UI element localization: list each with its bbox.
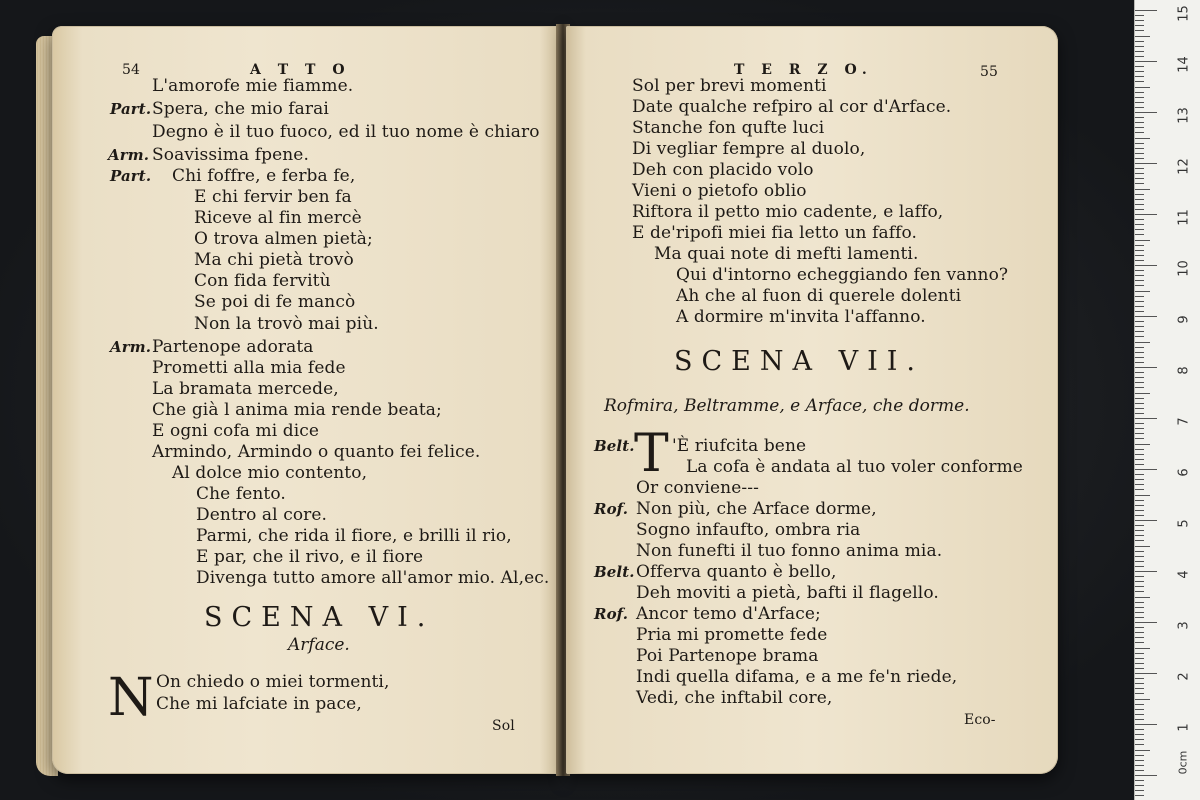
ruler-tick <box>1135 275 1144 276</box>
ruler-tick <box>1135 240 1150 241</box>
ruler-tick <box>1135 10 1157 11</box>
ruler-tick <box>1135 321 1144 322</box>
ruler-tick <box>1135 382 1144 383</box>
ruler-tick <box>1135 515 1144 516</box>
ruler-tick <box>1135 408 1144 409</box>
ruler-tick <box>1135 30 1144 31</box>
text-line: Deh con placido volo <box>632 160 814 180</box>
text-line: Dentro al core. <box>196 505 328 525</box>
ruler-tick <box>1135 760 1144 761</box>
ruler-tick <box>1135 525 1144 526</box>
ruler-tick <box>1135 285 1144 286</box>
text-line: Che mi lafciate in pace, <box>156 694 362 714</box>
text-line: Poi Partenope brama <box>636 646 819 666</box>
ruler-tick <box>1135 163 1157 164</box>
ruler-tick <box>1135 403 1144 404</box>
ruler-tick <box>1135 36 1150 37</box>
ruler-tick <box>1135 316 1157 317</box>
catchword: Eco- <box>964 712 996 728</box>
ruler-tick <box>1135 122 1144 123</box>
ruler-tick <box>1135 714 1144 715</box>
text-line: Che fento. <box>196 484 286 504</box>
ruler-tick <box>1135 704 1144 705</box>
ruler-tick <box>1135 76 1144 77</box>
text-line: La bramata mercede, <box>152 379 339 399</box>
scene-title: SCENA VII. <box>674 346 924 377</box>
ruler-tick <box>1135 377 1144 378</box>
ruler-tick <box>1135 734 1144 735</box>
ruler-tick <box>1135 132 1144 133</box>
ruler-tick <box>1135 291 1150 292</box>
text-line: A dormire m'invita l'affanno. <box>676 307 926 327</box>
ruler-tick <box>1135 183 1144 184</box>
page-number: 54 <box>122 62 141 78</box>
ruler-tick <box>1135 673 1157 674</box>
ruler-number: 8 <box>1176 366 1192 375</box>
ruler-tick <box>1135 642 1144 643</box>
ruler-number: 5 <box>1176 519 1192 528</box>
text-line: Soavissima fpene. <box>152 145 309 165</box>
text-line: L'amorofe mie fiamme. <box>152 76 354 96</box>
ruler-number: 14 <box>1176 56 1192 73</box>
text-line: La cofa è andata al tuo voler conforme <box>686 457 1023 477</box>
ruler-tick <box>1135 127 1144 128</box>
ruler-tick <box>1135 189 1150 190</box>
ruler-tick <box>1135 454 1144 455</box>
ruler-tick <box>1135 484 1144 485</box>
ruler-tick <box>1135 433 1144 434</box>
ruler-tick <box>1135 143 1144 144</box>
text-line: Indi quella difama, e a me fe'n riede, <box>636 667 958 687</box>
ruler-tick <box>1135 260 1144 261</box>
scene-subtitle: Rofmira, Beltramme, e Arface, che dorme. <box>604 396 970 416</box>
ruler-tick <box>1135 780 1144 781</box>
text-line: Qui d'intorno echeggiando fen vanno? <box>676 265 1009 285</box>
text-line: On chiedo o miei tormenti, <box>156 672 390 692</box>
running-head: T E R Z O. <box>734 62 873 78</box>
ruler-tick <box>1135 495 1150 496</box>
measurement-ruler <box>1134 0 1200 800</box>
ruler-tick <box>1135 372 1144 373</box>
ruler-tick <box>1135 510 1144 511</box>
ruler-number: 7 <box>1176 417 1192 426</box>
ruler-tick <box>1135 653 1144 654</box>
text-line: Sol per brevi momenti <box>632 76 827 96</box>
text-line: Con fida fervitù <box>194 271 331 291</box>
ruler-tick <box>1135 234 1144 235</box>
ruler-tick <box>1135 744 1144 745</box>
ruler-tick <box>1135 770 1144 771</box>
ruler-tick <box>1135 306 1144 307</box>
speaker-label: Arm. <box>110 338 152 356</box>
ruler-tick <box>1135 571 1157 572</box>
ruler-tick <box>1135 336 1144 337</box>
ruler-tick <box>1135 546 1150 547</box>
text-line: Chi foffre, e ferba fe, <box>172 166 356 186</box>
ruler-tick <box>1135 25 1144 26</box>
ruler-tick <box>1135 102 1144 103</box>
scene-title: SCENA VI. <box>204 602 435 633</box>
ruler-tick <box>1135 347 1144 348</box>
ruler-number: 15 <box>1176 5 1192 22</box>
ruler-tick <box>1135 551 1144 552</box>
ruler-tick <box>1135 719 1144 720</box>
ruler-tick <box>1135 617 1144 618</box>
ruler-number: 2 <box>1176 672 1192 681</box>
ruler-tick <box>1135 311 1144 312</box>
ruler-tick <box>1135 194 1144 195</box>
ruler-tick <box>1135 331 1144 332</box>
text-line: Riftora il petto mio cadente, e laffo, <box>632 202 944 222</box>
text-line: Spera, che mio farai <box>152 99 329 119</box>
ruler-tick <box>1135 270 1144 271</box>
text-line: Stanche fon qufte luci <box>632 118 825 138</box>
ruler-tick <box>1135 576 1144 577</box>
text-line: Ma chi pietà trovò <box>194 250 354 270</box>
ruler-tick <box>1135 280 1144 281</box>
ruler-tick <box>1135 607 1144 608</box>
ruler-tick <box>1135 153 1144 154</box>
text-line: Vieni o pietofo oblio <box>632 181 807 201</box>
ruler-tick <box>1135 602 1144 603</box>
text-line: Non più, che Arface dorme, <box>636 499 877 519</box>
ruler-tick <box>1135 71 1144 72</box>
text-line: E ogni cofa mi dice <box>152 421 320 441</box>
ruler-tick <box>1135 173 1144 174</box>
text-line: Riceve al fin mercè <box>194 208 362 228</box>
ruler-tick <box>1135 663 1144 664</box>
ruler-tick <box>1135 474 1144 475</box>
ruler-tick <box>1135 92 1144 93</box>
ruler-tick <box>1135 66 1144 67</box>
ruler-number: 12 <box>1176 158 1192 175</box>
right-page <box>566 26 1058 774</box>
speaker-label: Belt. <box>594 437 635 455</box>
ruler-tick <box>1135 352 1144 353</box>
text-line: E chi fervir ben fa <box>194 187 352 207</box>
ruler-tick <box>1135 658 1144 659</box>
ruler-tick <box>1135 520 1157 521</box>
ruler-tick <box>1135 87 1150 88</box>
drop-cap: N <box>108 668 154 728</box>
ruler-tick <box>1135 214 1157 215</box>
text-line: O trova almen pietà; <box>194 229 373 249</box>
text-line: Ah che al fuon di querele dolenti <box>676 286 962 306</box>
ruler-tick <box>1135 795 1144 796</box>
ruler-tick <box>1135 41 1144 42</box>
ruler-tick <box>1135 688 1144 689</box>
ruler-tick <box>1135 729 1144 730</box>
ruler-tick <box>1135 398 1144 399</box>
ruler-tick <box>1135 693 1144 694</box>
text-line: Pria mi promette fede <box>636 625 828 645</box>
ruler-tick <box>1135 699 1150 700</box>
ruler-tick <box>1135 61 1157 62</box>
ruler-number: 9 <box>1176 315 1192 324</box>
text-line: Non funefti il tuo fonno anima mia. <box>636 541 943 561</box>
ruler-tick <box>1135 326 1144 327</box>
ruler-tick <box>1135 229 1144 230</box>
ruler-number: 11 <box>1176 209 1192 226</box>
left-page <box>52 26 560 774</box>
running-head: A T T O <box>250 62 351 78</box>
speaker-label: Belt. <box>594 563 635 581</box>
ruler-tick <box>1135 107 1144 108</box>
ruler-tick <box>1135 566 1144 567</box>
ruler-tick <box>1135 51 1144 52</box>
text-line: Deh moviti a pietà, bafti il flagello. <box>636 583 939 603</box>
ruler-tick <box>1135 683 1144 684</box>
ruler-tick <box>1135 632 1144 633</box>
ruler-tick <box>1135 790 1144 791</box>
drop-cap: T <box>634 424 669 484</box>
text-line: E par, che il rivo, e il fiore <box>196 547 424 567</box>
ruler-tick <box>1135 342 1150 343</box>
ruler-tick <box>1135 362 1144 363</box>
text-line: Degno è il tuo fuoco, ed il tuo nome è chiaro <box>152 122 540 142</box>
ruler-unit: 0cm <box>1176 750 1190 775</box>
ruler-tick <box>1135 775 1157 776</box>
ruler-tick <box>1135 296 1144 297</box>
ruler-tick <box>1135 586 1144 587</box>
ruler-tick <box>1135 540 1144 541</box>
ruler-tick <box>1135 199 1144 200</box>
speaker-label: Part. <box>110 167 152 185</box>
ruler-tick <box>1135 505 1144 506</box>
ruler-tick <box>1135 81 1144 82</box>
speaker-label: Rof. <box>594 500 629 518</box>
ruler-tick <box>1135 785 1144 786</box>
ruler-tick <box>1135 265 1157 266</box>
ruler-tick <box>1135 158 1144 159</box>
ruler-tick <box>1135 765 1144 766</box>
ruler-tick <box>1135 209 1144 210</box>
page-number: 55 <box>980 64 999 80</box>
ruler-number: 6 <box>1176 468 1192 477</box>
ruler-tick <box>1135 678 1144 679</box>
ruler-tick <box>1135 444 1150 445</box>
ruler-tick <box>1135 459 1144 460</box>
ruler-tick <box>1135 168 1144 169</box>
ruler-tick <box>1135 148 1144 149</box>
text-line: Armindo, Armindo o quanto fei felice. <box>152 442 481 462</box>
ruler-tick <box>1135 46 1144 47</box>
ruler-tick <box>1135 500 1144 501</box>
ruler-tick <box>1135 413 1144 414</box>
text-line: Vedi, che inftabil core, <box>636 688 833 708</box>
text-line: Parmi, che rida il fiore, e brilli il rio, <box>196 526 512 546</box>
ruler-tick <box>1135 15 1144 16</box>
text-line: Divenga tutto amore all'amor mio. Al,ec. <box>196 568 550 588</box>
ruler-tick <box>1135 178 1144 179</box>
ruler-tick <box>1135 112 1157 113</box>
ruler-tick <box>1135 138 1150 139</box>
text-line: Or conviene--- <box>636 478 759 498</box>
text-line: Al dolce mio contento, <box>172 463 368 483</box>
catchword: Sol <box>492 718 515 734</box>
ruler-tick <box>1135 612 1144 613</box>
ruler-tick <box>1135 393 1150 394</box>
ruler-tick <box>1135 755 1144 756</box>
ruler-tick <box>1135 219 1144 220</box>
ruler-tick <box>1135 479 1144 480</box>
ruler-number: 4 <box>1176 570 1192 579</box>
ruler-tick <box>1135 530 1144 531</box>
ruler-tick <box>1135 301 1144 302</box>
ruler-tick <box>1135 535 1144 536</box>
ruler-tick <box>1135 627 1144 628</box>
text-line: Offerva quanto è bello, <box>636 562 837 582</box>
text-line: Ma quai note di mefti lamenti. <box>654 244 919 264</box>
text-line: Prometti alla mia fede <box>152 358 346 378</box>
ruler-tick <box>1135 449 1144 450</box>
ruler-tick <box>1135 117 1144 118</box>
ruler-number: 3 <box>1176 621 1192 630</box>
ruler-tick <box>1135 250 1144 251</box>
ruler-tick <box>1135 668 1144 669</box>
ruler-number: 1 <box>1176 723 1192 732</box>
ruler-tick <box>1135 367 1157 368</box>
ruler-tick <box>1135 20 1144 21</box>
ruler-number: 13 <box>1176 107 1192 124</box>
ruler-tick <box>1135 428 1144 429</box>
text-line: Sogno infaufto, ombra ria <box>636 520 861 540</box>
ruler-tick <box>1135 648 1150 649</box>
ruler-tick <box>1135 597 1150 598</box>
speaker-label: Rof. <box>594 605 629 623</box>
ruler-tick <box>1135 255 1144 256</box>
text-line: E de'ripofi miei fia letto un faffo. <box>632 223 918 243</box>
ruler-tick <box>1135 357 1144 358</box>
ruler-tick <box>1135 469 1157 470</box>
ruler-tick <box>1135 438 1144 439</box>
ruler-tick <box>1135 622 1157 623</box>
text-line: Date qualche refpiro al cor d'Arface. <box>632 97 952 117</box>
text-line: Di vegliar fempre al duolo, <box>632 139 866 159</box>
ruler-tick <box>1135 724 1157 725</box>
ruler-tick <box>1135 489 1144 490</box>
ruler-tick <box>1135 637 1144 638</box>
scene-subtitle: Arface. <box>288 635 350 655</box>
text-line: Se poi di fe mancò <box>194 292 356 312</box>
speaker-label: Arm. <box>108 146 150 164</box>
speaker-label: Part. <box>110 100 152 118</box>
ruler-tick <box>1135 591 1144 592</box>
ruler-tick <box>1135 581 1144 582</box>
ruler-tick <box>1135 739 1144 740</box>
ruler-tick <box>1135 464 1144 465</box>
ruler-tick <box>1135 561 1144 562</box>
ruler-tick <box>1135 204 1144 205</box>
text-line: Partenope adorata <box>152 337 314 357</box>
ruler-tick <box>1135 709 1144 710</box>
ruler-tick <box>1135 418 1157 419</box>
ruler-tick <box>1135 556 1144 557</box>
text-line: Che già l anima mia rende beata; <box>152 400 442 420</box>
ruler-tick <box>1135 750 1150 751</box>
ruler-tick <box>1135 56 1144 57</box>
text-line: 'È riufcita bene <box>672 436 807 456</box>
ruler-tick <box>1135 245 1144 246</box>
ruler-number: 10 <box>1176 260 1192 277</box>
ruler-tick <box>1135 97 1144 98</box>
ruler-tick <box>1135 423 1144 424</box>
text-line: Non la trovò mai più. <box>194 314 379 334</box>
text-line: Ancor temo d'Arface; <box>636 604 821 624</box>
ruler-tick <box>1135 224 1144 225</box>
ruler-tick <box>1135 387 1144 388</box>
